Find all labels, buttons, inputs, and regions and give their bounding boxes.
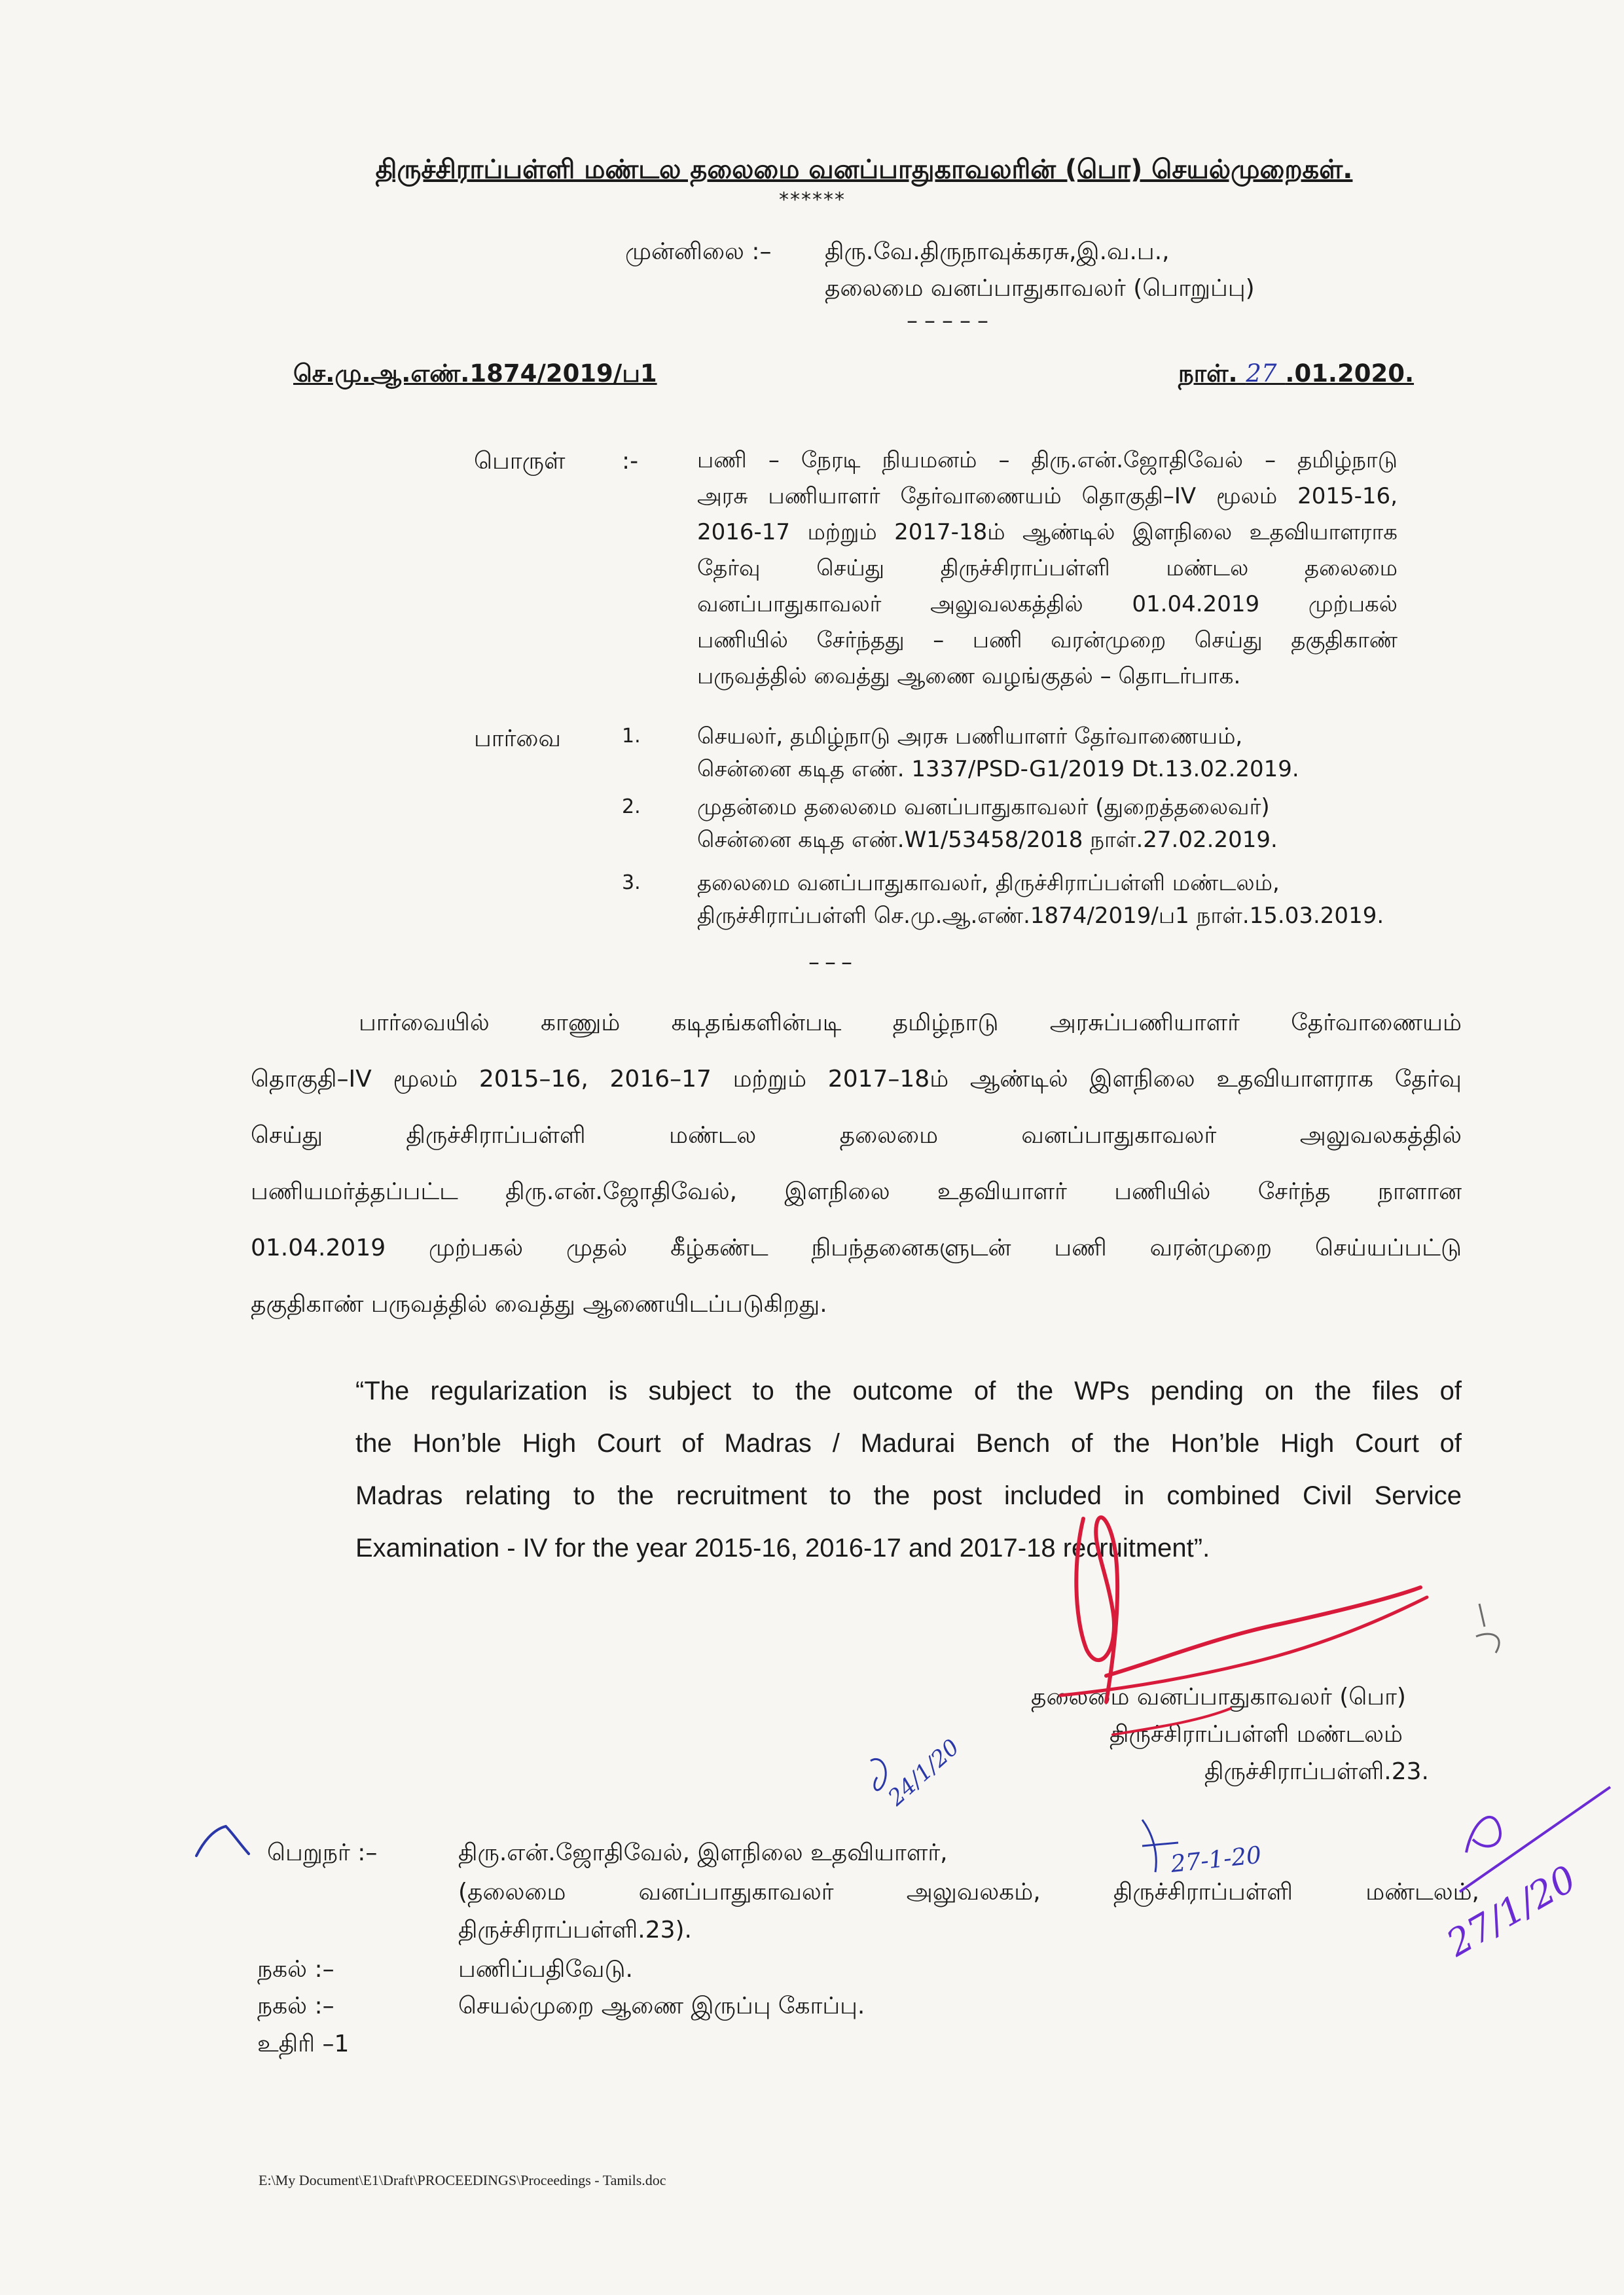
signatory-region: திருச்சிராப்பள்ளி மண்டலம் [1110,1721,1403,1748]
footer-file-path: E:\My Document\E1\Draft\PROCEEDINGS\Proceedings - Tamils.doc [259,2172,666,2188]
copy-text: பணிப்பதிவேடு. [458,1956,633,1983]
subject-label: பொருள் [474,448,566,475]
handwritten-date-3: 27/1/20 [1439,1857,1583,1966]
document-title: திருச்சிராப்பள்ளி மண்டல தலைமை வனப்பாதுகாவலரின் (பொ) செயல்முறைகள். [375,154,1353,185]
presence-name: திரு.வே.திருநாவுக்கரசு,இ.வ.ப., [825,238,1170,265]
subject-line: பருவத்தில் வைத்து ஆணை வழங்குதல் – தொடர்பாக. [697,663,1241,689]
reference-line: செயலர், தமிழ்நாடு அரசு பணியாளர் தேர்வாணையம், [697,723,1243,750]
handwritten-date-2: 27-1-20 [1169,1841,1263,1878]
copy-label: நகல் :– [257,1993,334,2019]
reference-item [622,791,1407,856]
title-stars: ****** [779,189,846,211]
signatory-designation: தலைமை வனப்பாதுகாவலர் (பொ) [1031,1684,1406,1710]
body-line: பார்வையில் காணும் கடிதங்களின்படி தமிழ்நாடு அரசுப்பணியாளர் தேர்வாணையம் [359,1009,1462,1036]
recipient-line: திரு.என்.ஜோதிவேல், இளநிலை உதவியாளர், [458,1839,948,1866]
reference-number-label: 1. [622,725,641,748]
date-suffix: .01.2020. [1285,359,1415,388]
handwritten-date-note [871,1734,964,1811]
subject-line: பணி – நேரடி நியமனம் – திரு.என்.ஜோதிவேல் – தமிழ்நாடு [697,447,1398,473]
subject-line: தேர்வு செய்து திருச்சிராப்பள்ளி மண்டல தலைமை [697,555,1398,581]
reference-number: செ.மு.ஆ.எண்.1874/2019/ப1 [293,359,657,388]
subject-body [697,443,1398,695]
reference-item [622,720,1407,786]
subject-line: பணியில் சேர்ந்தது – பணி வரன்முறை செய்து தகுதிகாண் [697,627,1398,653]
subject-colon: :- [622,448,639,475]
quoted-condition [355,1365,1462,1574]
reference-item [622,867,1407,932]
recipient-label: பெறுநர் :– [267,1839,378,1866]
presence-divider: ––––– [907,308,995,334]
subject-line: அரசு பணியாளர் தேர்வாணையம் தொகுதி–IV மூலம் 2015-16, [697,483,1398,509]
reference-number-label: 2. [622,795,641,818]
subject-line: 2016-17 மற்றும் 2017-18ம் ஆண்டில் இளநிலை உதவியாளராக [697,519,1398,545]
tick-mark [196,1826,249,1856]
quote-line: “The regularization is subject to the outcome of the WPs pending on the files of [355,1377,1462,1405]
body-line: பணியமர்த்தப்பட்ட திரு.என்.ஜோதிவேல், இளநிலை உதவியாளர் பணியில் சேர்ந்த நாளான [251,1178,1462,1205]
signatory-city: திருச்சிராப்பள்ளி.23. [1204,1758,1429,1785]
body-line: தொகுதி–IV மூலம் 2015–16, 2016–17 மற்றும் 2017–18ம் ஆண்டில் இளநிலை உதவியாளராக தேர்வு [251,1066,1462,1093]
date-day-handwritten: 27 [1246,359,1277,388]
initial-mark [1476,1604,1499,1653]
handwritten-initials [1142,1820,1263,1878]
presence-designation: தலைமை வனப்பாதுகாவலர் (பொறுப்பு) [825,275,1255,302]
body-line: 01.04.2019 முற்பகல் முதல் கீழ்கண்ட நிபந்தனைகளுடன் பணி வரன்முறை செய்யப்பட்டு [251,1235,1462,1261]
references-divider: ––– [808,949,857,975]
presence-label: முன்னிலை :– [625,238,772,265]
recipient-line: திருச்சிராப்பள்ளி.23). [458,1917,692,1943]
body-line: தகுதிகாண் பருவத்தில் வைத்து ஆணையிடப்படுகிறது. [251,1291,827,1318]
quote-line: Madras relating to the recruitment to the post included in combined Civil Service [355,1481,1462,1510]
body-paragraph [251,995,1462,1333]
date-prefix: நாள். [1178,359,1238,388]
document-date [1178,357,1414,390]
red-signature-stroke [1106,1587,1420,1676]
handwritten-date-1: 24/1/20 [883,1734,965,1811]
spare-copy: உதிரி –1 [257,2031,350,2057]
reference-line: தலைமை வனப்பாதுகாவலர், திருச்சிராப்பள்ளி மண்டலம், [697,870,1280,896]
recipient-line: (தலைமை வனப்பாதுகாவலர் அலுவலகம், திருச்சிராப்பள்ளி மண்டலம், [458,1879,1479,1906]
reference-line: சென்னை கடித எண்.W1/53458/2018 நாள்.27.02.2019. [697,827,1278,853]
copy-label: நகல் :– [257,1956,334,1983]
reference-line: திருச்சிராப்பள்ளி செ.மு.ஆ.எண்.1874/2019/ப1 நாள்.15.03.2019. [697,903,1384,929]
quote-line: the Hon’ble High Court of Madras / Madurai Bench of the Hon’ble High Court of [355,1429,1462,1458]
reference-number-label: 3. [622,871,641,894]
quote-line: Examination - IV for the year 2015-16, 2016-17 and 2017-18 recruitment”. [355,1534,1210,1563]
body-line: செய்து திருச்சிராப்பள்ளி மண்டல தலைமை வனப்பாதுகாவலர் அலுவலகத்தில் [251,1122,1462,1149]
reference-line: முதன்மை தலைமை வனப்பாதுகாவலர் (துறைத்தலைவர்) [697,794,1270,820]
subject-line: வனப்பாதுகாவலர் அலுவலகத்தில் 01.04.2019 முற்பகல் [697,591,1398,617]
reference-line: சென்னை கடித எண். 1337/PSD-G1/2019 Dt.13.02.2019. [697,756,1299,782]
references-label: பார்வை [474,725,561,752]
copy-text: செயல்முறை ஆணை இருப்பு கோப்பு. [458,1993,865,2019]
